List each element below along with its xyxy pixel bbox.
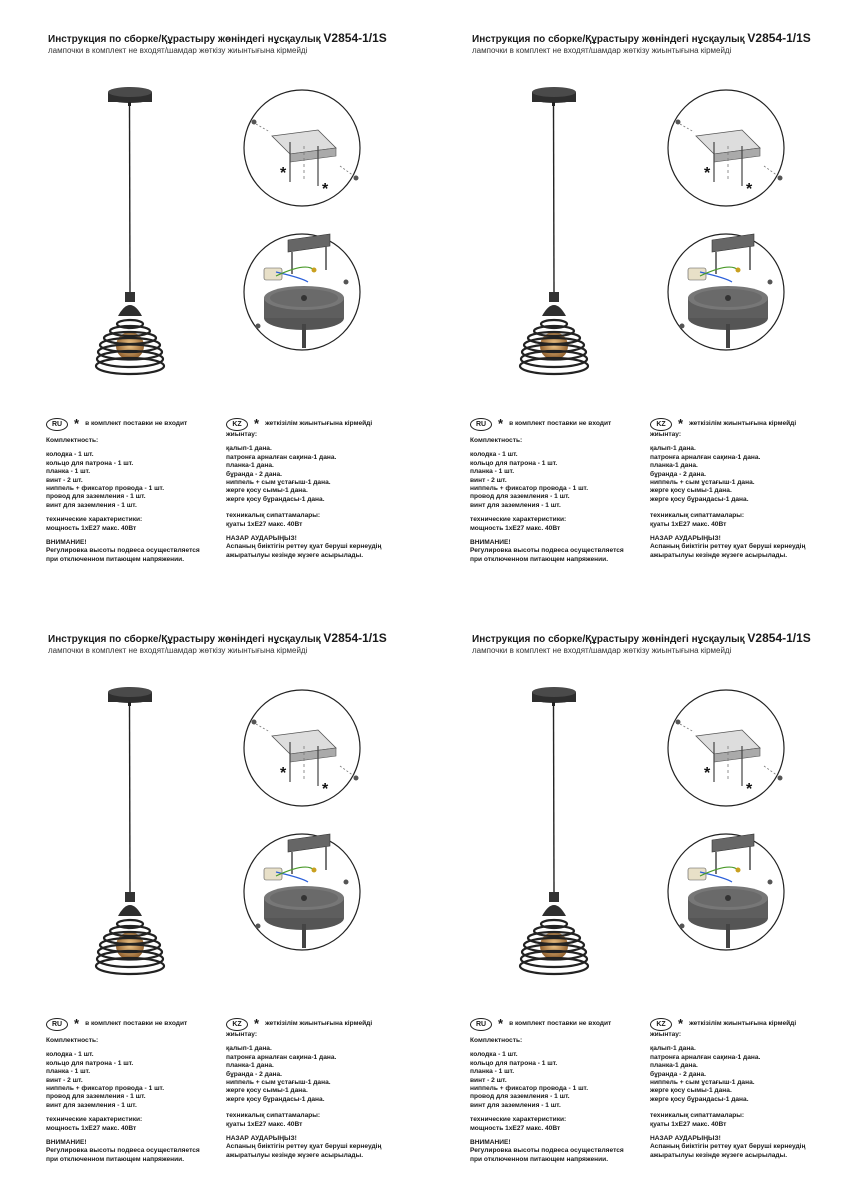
asterisk-icon: * <box>678 416 684 431</box>
ru-not-included-note: в комплект поставки не входит <box>85 419 188 427</box>
ru-warning-header: ВНИМАНИЕ! <box>470 539 511 547</box>
kz-warning-header: НАЗАР АУДАРЫҢЫЗ! <box>226 1135 297 1143</box>
kz-badge: KZ <box>226 418 248 431</box>
ru-warning-line: при отключенном питающем напряжении. <box>470 555 609 563</box>
ru-section <box>46 417 226 564</box>
list-item: планка - 1 шт. <box>46 1068 91 1076</box>
sheet-title: Инструкция по сборке/Құрастыру жөніндегі нұсқаулық V2854-1/1S <box>472 31 811 45</box>
ru-warning-line: при отключенном питающем напряжении. <box>46 1155 185 1163</box>
pendant-lamp-illustration <box>512 84 622 384</box>
ru-warning-line: при отключенном питающем напряжении. <box>46 555 185 563</box>
ru-warning-line: при отключенном питающем напряжении. <box>470 1155 609 1163</box>
kz-warning-header: НАЗАР АУДАРЫҢЫЗ! <box>650 1135 721 1143</box>
mounting-diagram <box>660 686 796 954</box>
list-item: кольцо для патрона - 1 шт. <box>46 1059 134 1067</box>
asterisk-mark: * <box>704 765 711 782</box>
kz-spec-header: техникалық сипаттамалары: <box>226 1112 321 1120</box>
list-item: винт - 2 шт. <box>46 1076 83 1084</box>
list-item: винт - 2 шт. <box>46 476 83 484</box>
asterisk-icon: * <box>74 416 80 431</box>
list-item: винт - 2 шт. <box>470 1076 507 1084</box>
ru-kit-list <box>470 1051 650 1110</box>
asterisk-icon: * <box>74 1016 80 1031</box>
ru-spec-header: технические характеристики: <box>46 1116 143 1124</box>
list-item: провод для заземления - 1 шт. <box>46 493 146 501</box>
asterisk-icon: * <box>498 1016 504 1031</box>
kz-badge: KZ <box>650 418 672 431</box>
asterisk-mark: * <box>280 165 287 182</box>
kz-not-included-note: жеткізілім жиынтығына кірмейді <box>689 419 797 427</box>
ru-section <box>46 1017 226 1164</box>
kz-not-included-note: жеткізілім жиынтығына кірмейді <box>689 1019 797 1027</box>
kz-kit-list <box>226 445 406 504</box>
ru-warning-header: ВНИМАНИЕ! <box>46 1139 87 1147</box>
list-item: бұранда - 2 дана. <box>226 1070 282 1078</box>
list-item: патронға арналған сақина-1 дана. <box>650 1053 761 1061</box>
list-item: бұранда - 2 дана. <box>226 470 282 478</box>
list-item: колодка - 1 шт. <box>470 451 518 459</box>
list-item: кольцо для патрона - 1 шт. <box>470 1059 558 1067</box>
ru-spec: мощность 1xE27 макс. 40Вт <box>470 1124 561 1132</box>
asterisk-icon: * <box>498 416 504 431</box>
list-item: жерге қосу сымы-1 дана. <box>226 1087 308 1095</box>
kz-warning-line: Аспаның биіктігін реттеу қуат беруші кернеудің <box>226 543 382 551</box>
kz-warning-line: ажыратылуы кезінде жүзеге асырылады. <box>226 551 364 559</box>
kz-badge: KZ <box>226 1018 248 1031</box>
ru-kit-header: Комплектность: <box>46 437 99 444</box>
kz-kit-list <box>650 1045 830 1104</box>
ru-spec-header: технические характеристики: <box>46 516 143 524</box>
ru-spec: мощность 1xE27 макс. 40Вт <box>46 524 137 532</box>
pendant-lamp-illustration <box>88 84 198 384</box>
pendant-lamp-illustration <box>88 684 198 984</box>
kz-section <box>226 1017 406 1160</box>
sheet-title: Инструкция по сборке/Құрастыру жөніндегі нұсқаулық V2854-1/1S <box>48 31 387 45</box>
list-item: планка-1 дана. <box>650 1062 698 1070</box>
ru-section <box>470 1017 650 1164</box>
kz-spec-header: техникалық сипаттамалары: <box>650 512 745 520</box>
instruction-sheet-3 <box>0 600 424 1200</box>
list-item: планка - 1 шт. <box>470 1068 515 1076</box>
list-item: ниппель + фиксатор провода - 1 шт. <box>470 1085 589 1093</box>
mounting-diagram <box>236 686 372 954</box>
ru-warning-line: Регулировка высоты подвеса осуществляется <box>470 1147 624 1155</box>
list-item: кольцо для патрона - 1 шт. <box>46 459 134 467</box>
ru-section <box>470 417 650 564</box>
kz-spec: қуаты 1xE27 макс. 40Вт <box>650 1120 727 1128</box>
kz-section <box>226 417 406 560</box>
list-item: ниппель + сым ұстағыш-1 дана. <box>650 1079 755 1087</box>
kz-not-included-note: жеткізілім жиынтығына кірмейді <box>265 1019 373 1027</box>
asterisk-mark: * <box>746 781 753 798</box>
sheet-title: Инструкция по сборке/Құрастыру жөніндегі нұсқаулық V2854-1/1S <box>472 631 811 645</box>
kz-spec-header: техникалық сипаттамалары: <box>226 512 321 520</box>
asterisk-icon: * <box>254 1016 260 1031</box>
list-item: патронға арналған сақина-1 дана. <box>650 453 761 461</box>
list-item: қалып-1 дана. <box>226 445 272 453</box>
list-item: бұранда - 2 дана. <box>650 1070 706 1078</box>
list-item: колодка - 1 шт. <box>470 1051 518 1059</box>
list-item: ниппель + фиксатор провода - 1 шт. <box>46 485 165 493</box>
ru-spec: мощность 1xE27 макс. 40Вт <box>470 524 561 532</box>
list-item: винт для заземления - 1 шт. <box>470 1101 561 1109</box>
list-item: винт для заземления - 1 шт. <box>46 1101 137 1109</box>
ru-kit-header: Комплектность: <box>46 1037 99 1044</box>
mounting-diagram <box>660 86 796 354</box>
kz-kit-header: жиынтау: <box>650 431 682 438</box>
instruction-sheet-4 <box>424 600 848 1200</box>
list-item: патронға арналған сақина-1 дана. <box>226 1053 337 1061</box>
list-item: бұранда - 2 дана. <box>650 470 706 478</box>
list-item: планка - 1 шт. <box>470 468 515 476</box>
ru-spec-header: технические характеристики: <box>470 1116 567 1124</box>
asterisk-mark: * <box>704 165 711 182</box>
list-item: колодка - 1 шт. <box>46 451 94 459</box>
ru-not-included-note: в комплект поставки не входит <box>509 419 612 427</box>
ru-warning-line: Регулировка высоты подвеса осуществляется <box>46 1147 200 1155</box>
list-item: винт - 2 шт. <box>470 476 507 484</box>
ru-kit-header: Комплектность: <box>470 437 523 444</box>
kz-warning-line: Аспаның биіктігін реттеу қуат беруші кернеудің <box>226 1143 382 1151</box>
list-item: жерге қосу бұрандасы-1 дана. <box>650 495 749 503</box>
kz-warning-header: НАЗАР АУДАРЫҢЫЗ! <box>650 535 721 543</box>
ru-kit-list <box>46 451 226 510</box>
list-item: қалып-1 дана. <box>650 445 696 453</box>
ru-badge: RU <box>46 418 68 431</box>
instruction-sheet-2 <box>424 0 848 600</box>
kz-kit-header: жиынтау: <box>650 1031 682 1038</box>
ru-warning-header: ВНИМАНИЕ! <box>46 539 87 547</box>
kz-kit-header: жиынтау: <box>226 431 258 438</box>
list-item: ниппель + сым ұстағыш-1 дана. <box>226 479 331 487</box>
kz-kit-list <box>226 1045 406 1104</box>
kz-kit-list <box>650 445 830 504</box>
list-item: провод для заземления - 1 шт. <box>470 1093 570 1101</box>
kz-badge: KZ <box>650 1018 672 1031</box>
ru-not-included-note: в комплект поставки не входит <box>509 1019 612 1027</box>
kz-spec-header: техникалық сипаттамалары: <box>650 1112 745 1120</box>
list-item: жерге қосу сымы-1 дана. <box>226 487 308 495</box>
ru-kit-list <box>46 1051 226 1110</box>
ru-kit-header: Комплектность: <box>470 1037 523 1044</box>
list-item: провод для заземления - 1 шт. <box>470 493 570 501</box>
mounting-diagram <box>236 86 372 354</box>
kz-spec: қуаты 1xE27 макс. 40Вт <box>650 520 727 528</box>
ru-kit-list <box>470 451 650 510</box>
sheet-subtitle: лампочки в комплект не входят/шамдар жөткізу жиынтығына кірмейді <box>472 646 732 655</box>
list-item: кольцо для патрона - 1 шт. <box>470 459 558 467</box>
list-item: жерге қосу бұрандасы-1 дана. <box>650 1095 749 1103</box>
instruction-sheet-1 <box>0 0 424 600</box>
list-item: патронға арналған сақина-1 дана. <box>226 453 337 461</box>
asterisk-mark: * <box>280 765 287 782</box>
ru-badge: RU <box>46 1018 68 1031</box>
list-item: ниппель + фиксатор провода - 1 шт. <box>470 485 589 493</box>
list-item: планка-1 дана. <box>226 462 274 470</box>
ru-badge: RU <box>470 418 492 431</box>
kz-warning-header: НАЗАР АУДАРЫҢЫЗ! <box>226 535 297 543</box>
kz-warning-line: Аспаның биіктігін реттеу қуат беруші кернеудің <box>650 1143 806 1151</box>
ru-warning-line: Регулировка высоты подвеса осуществляется <box>46 547 200 555</box>
kz-warning-line: ажыратылуы кезінде жүзеге асырылады. <box>650 1151 788 1159</box>
list-item: ниппель + сым ұстағыш-1 дана. <box>650 479 755 487</box>
list-item: жерге қосу бұрандасы-1 дана. <box>226 1095 325 1103</box>
list-item: планка - 1 шт. <box>46 468 91 476</box>
list-item: планка-1 дана. <box>650 462 698 470</box>
kz-warning-line: ажыратылуы кезінде жүзеге асырылады. <box>226 1151 364 1159</box>
asterisk-mark: * <box>322 781 329 798</box>
kz-section <box>650 417 830 560</box>
list-item: винт для заземления - 1 шт. <box>470 501 561 509</box>
sheet-subtitle: лампочки в комплект не входят/шамдар жөткізу жиынтығына кірмейді <box>472 46 732 55</box>
list-item: жерге қосу сымы-1 дана. <box>650 1087 732 1095</box>
list-item: жерге қосу сымы-1 дана. <box>650 487 732 495</box>
ru-warning-line: Регулировка высоты подвеса осуществляется <box>470 547 624 555</box>
sheet-title: Инструкция по сборке/Құрастыру жөніндегі нұсқаулық V2854-1/1S <box>48 631 387 645</box>
list-item: ниппель + фиксатор провода - 1 шт. <box>46 1085 165 1093</box>
asterisk-mark: * <box>746 181 753 198</box>
ru-spec-header: технические характеристики: <box>470 516 567 524</box>
list-item: ниппель + сым ұстағыш-1 дана. <box>226 1079 331 1087</box>
list-item: винт для заземления - 1 шт. <box>46 501 137 509</box>
asterisk-icon: * <box>678 1016 684 1031</box>
kz-section <box>650 1017 830 1160</box>
kz-spec: қуаты 1xE27 макс. 40Вт <box>226 1120 303 1128</box>
list-item: планка-1 дана. <box>226 1062 274 1070</box>
pendant-lamp-illustration <box>512 684 622 984</box>
kz-not-included-note: жеткізілім жиынтығына кірмейді <box>265 419 373 427</box>
kz-spec: қуаты 1xE27 макс. 40Вт <box>226 520 303 528</box>
sheet-subtitle: лампочки в комплект не входят/шамдар жөткізу жиынтығына кірмейді <box>48 646 308 655</box>
ru-not-included-note: в комплект поставки не входит <box>85 1019 188 1027</box>
asterisk-icon: * <box>254 416 260 431</box>
ru-warning-header: ВНИМАНИЕ! <box>470 1139 511 1147</box>
sheet-subtitle: лампочки в комплект не входят/шамдар жөткізу жиынтығына кірмейді <box>48 46 308 55</box>
asterisk-mark: * <box>322 181 329 198</box>
list-item: провод для заземления - 1 шт. <box>46 1093 146 1101</box>
ru-badge: RU <box>470 1018 492 1031</box>
kz-warning-line: ажыратылуы кезінде жүзеге асырылады. <box>650 551 788 559</box>
list-item: жерге қосу бұрандасы-1 дана. <box>226 495 325 503</box>
list-item: колодка - 1 шт. <box>46 1051 94 1059</box>
list-item: қалып-1 дана. <box>650 1045 696 1053</box>
list-item: қалып-1 дана. <box>226 1045 272 1053</box>
ru-spec: мощность 1xE27 макс. 40Вт <box>46 1124 137 1132</box>
kz-kit-header: жиынтау: <box>226 1031 258 1038</box>
kz-warning-line: Аспаның биіктігін реттеу қуат беруші кернеудің <box>650 543 806 551</box>
